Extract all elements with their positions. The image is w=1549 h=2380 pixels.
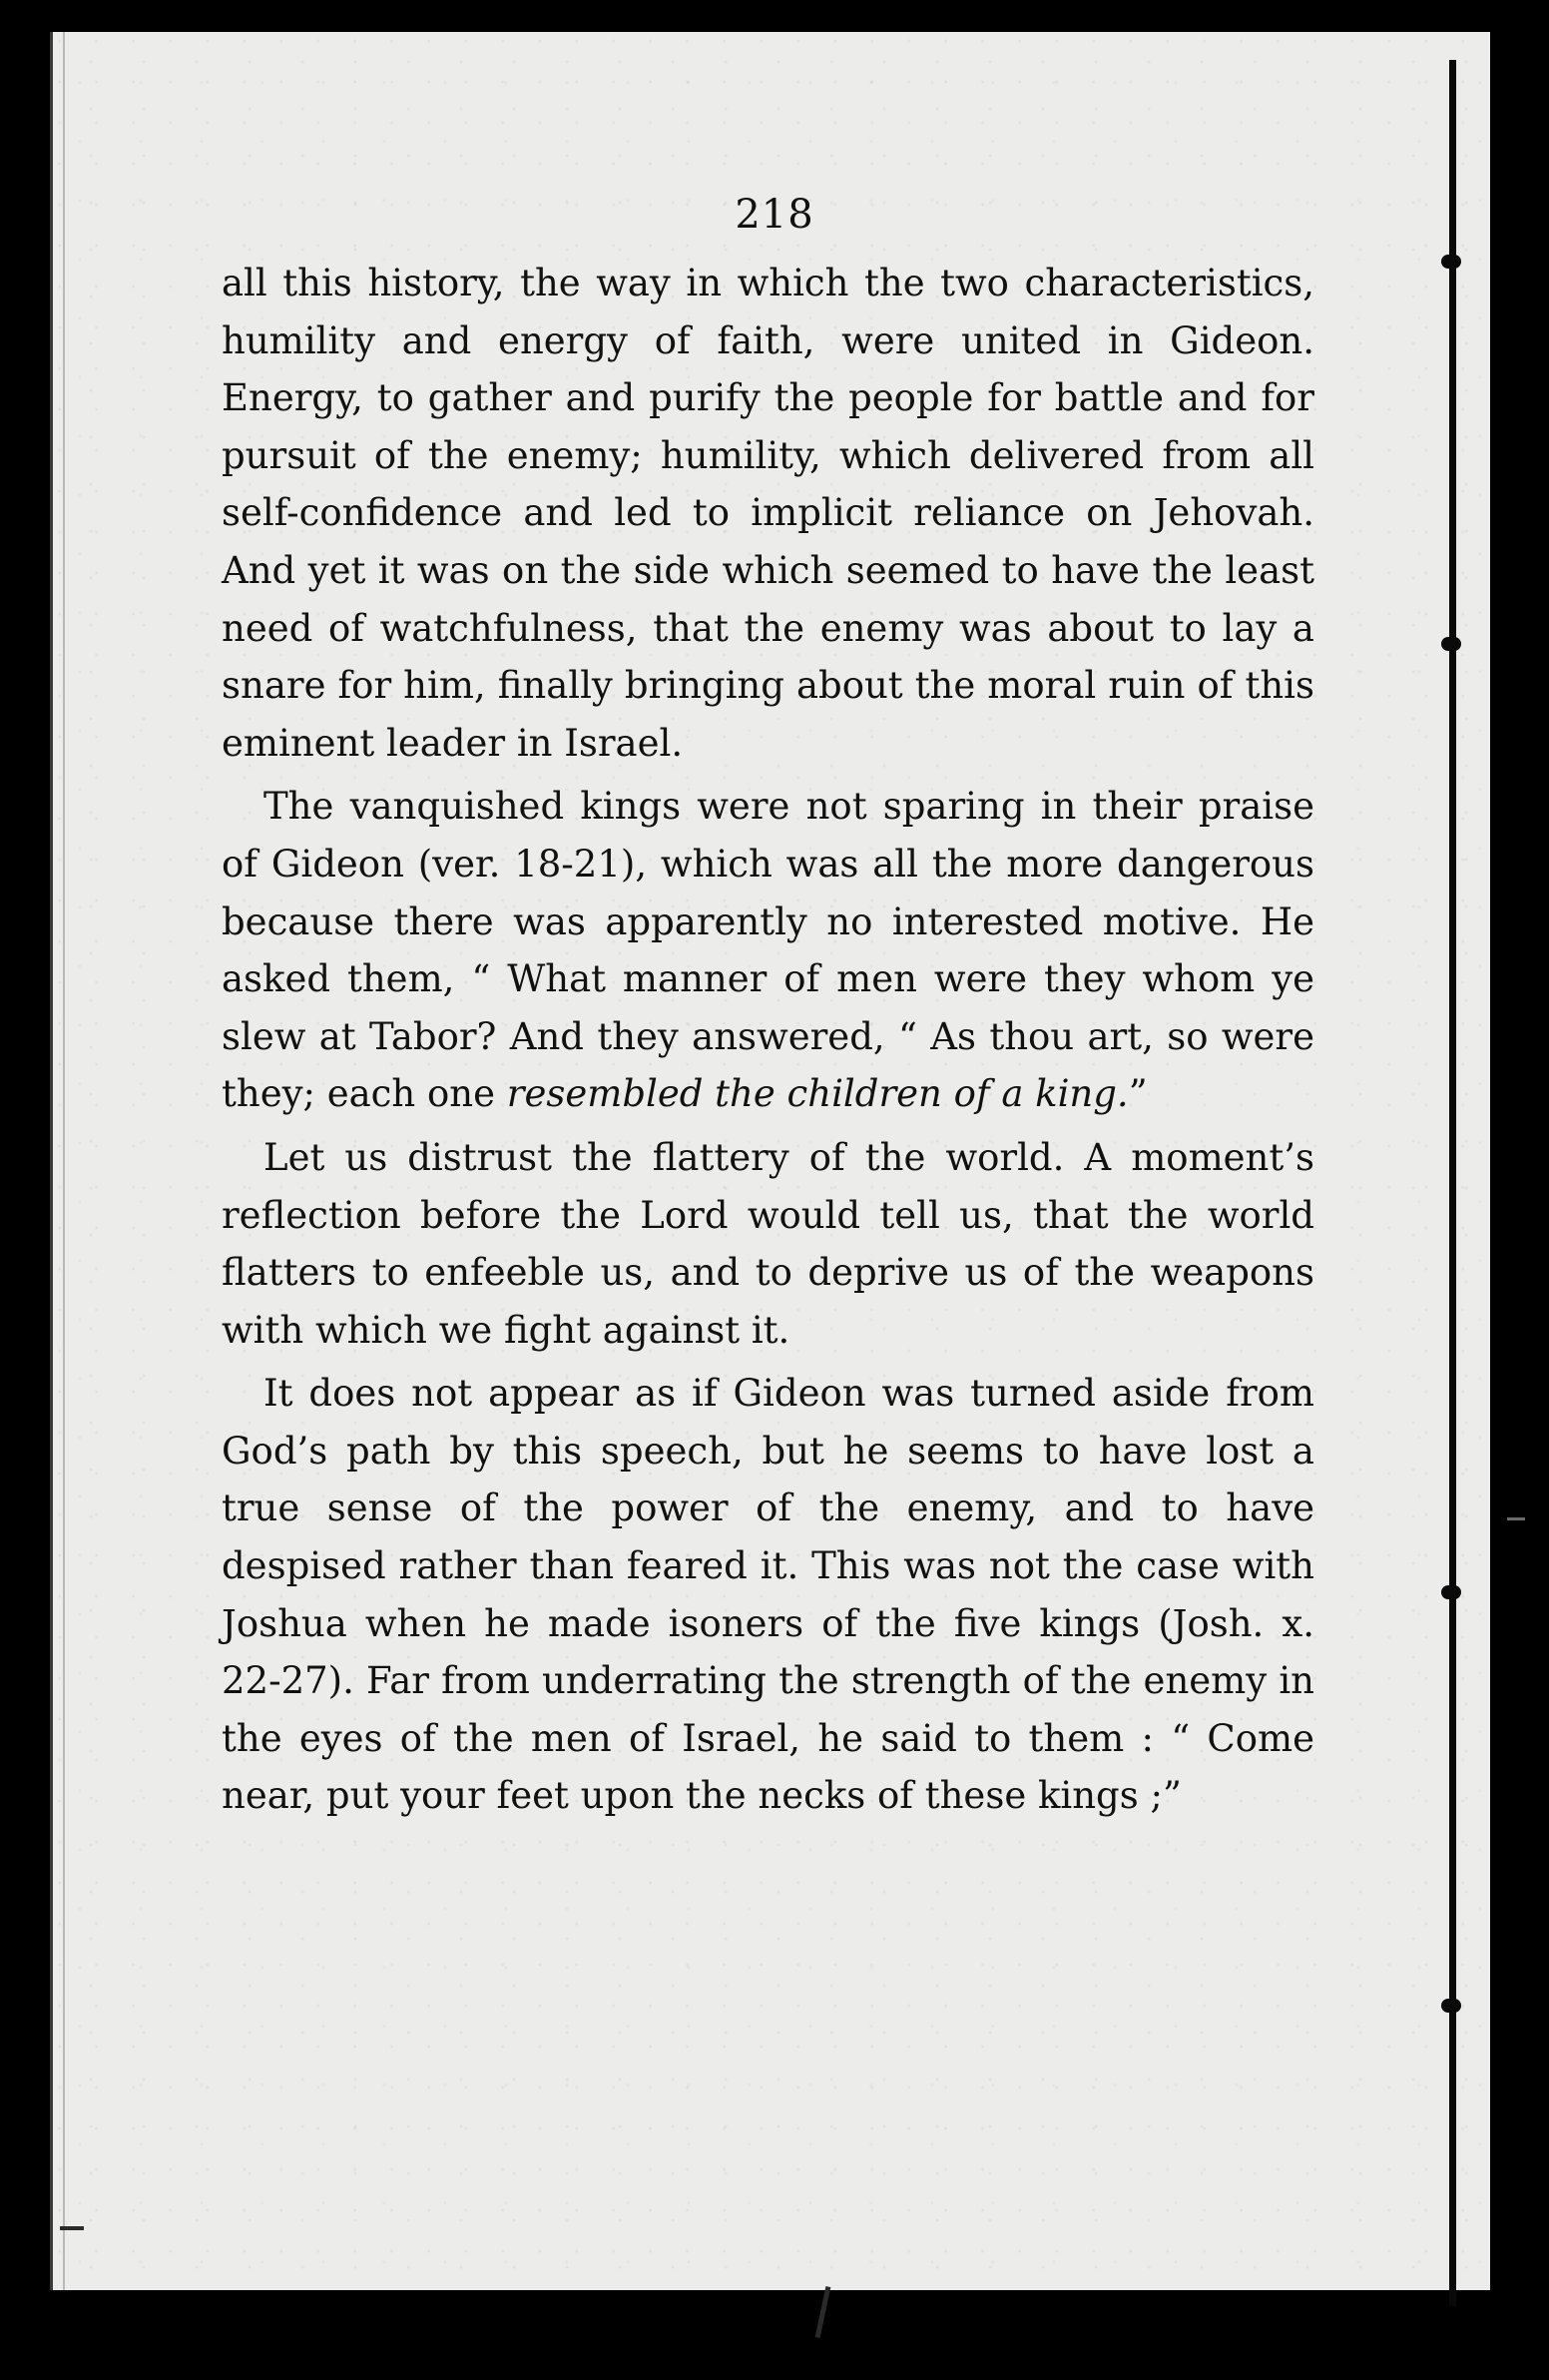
page-number: 218 bbox=[735, 192, 814, 238]
paragraph: It does not appear as if Gideon was turned aside from God’s path by this speech, but he seems to have lost a true sense of the power of the enemy, and to have despised rather than feared it. This was not the case with Joshua when he made isoners of the five kings (Josh. x. 22-27). Far from underrating the strength of the enemy in the eyes of the men of Israel, he said to them : “ Come near, put your feet upon the necks of these kings ;” bbox=[222, 1372, 1314, 1818]
paragraph bbox=[222, 778, 1314, 1123]
scan-smudge bbox=[60, 2226, 84, 2230]
binding-mark bbox=[1441, 1585, 1461, 1599]
binding-mark bbox=[1441, 1999, 1461, 2013]
scan-smudge bbox=[815, 2286, 831, 2338]
paragraph: Let us distrust the flattery of the world. A moment’s reflection before the Lord would tell us, that the world flatters to enfeeble us, and to deprive us of the weapons with which we fight against it. bbox=[222, 1135, 1314, 1352]
italic-phrase: resembled the children of a king. bbox=[506, 1072, 1129, 1116]
closing-quote: ” bbox=[1128, 1072, 1148, 1116]
binding-mark bbox=[1441, 255, 1461, 269]
binding-mark bbox=[1441, 637, 1461, 651]
paragraph: all this history, the way in which the two characteristics, humility and energy of faith, were united in Gideon. Energy, to gather and purify the people for battle and for pursuit of the enemy; humility, which delivered from all self-confidence and led to implicit reliance on Jehovah. And yet it was on the side which seemed to have the least need of watchfulness, that the enemy was about to lay a snare for him, finally bringing about the moral ruin of this eminent leader in Israel. bbox=[222, 262, 1314, 765]
edge-mark bbox=[1507, 1517, 1525, 1520]
paragraph-text: The vanquished kings were not sparing in their praise of Gideon (ver. 18-21), which was all the more dangerous because there was apparently no interested motive. He asked them, “ What manner of men were they whom ye slew at Tabor? And they answered, “ As thou art, so were they; each one bbox=[222, 785, 1314, 1116]
body-text bbox=[222, 255, 1314, 1825]
right-binding-rule bbox=[1449, 60, 1456, 2306]
